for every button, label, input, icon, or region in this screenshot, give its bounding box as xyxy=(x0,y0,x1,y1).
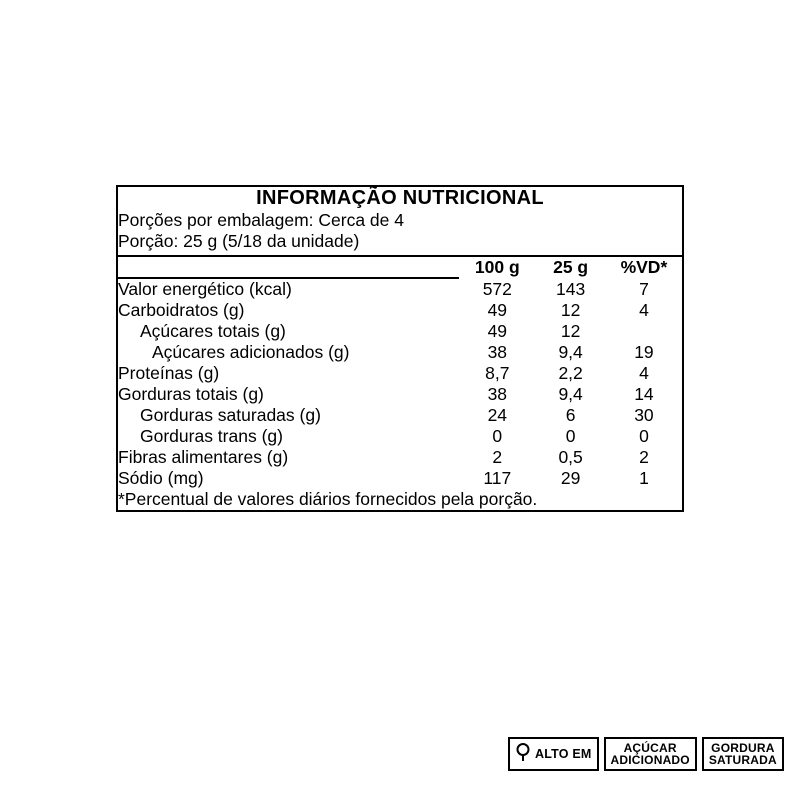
seal-gordura-line1: GORDURA xyxy=(711,740,775,755)
nutrient-value-100g: 49 xyxy=(487,321,508,341)
column-header-nutrient xyxy=(118,256,459,278)
nutrient-value-portion: 6 xyxy=(565,405,576,425)
nutrition-table xyxy=(118,187,682,510)
seal-gordura-line2: SATURADA xyxy=(708,753,777,767)
nutrient-label: Sódio (mg) xyxy=(118,468,204,488)
nutrient-value-portion: 143 xyxy=(556,278,586,299)
column-header-row xyxy=(118,256,682,278)
nutrient-value-100g: 0 xyxy=(492,426,503,446)
nutrient-value-portion: 9,4 xyxy=(558,342,583,362)
nutrient-label: Valor energético (kcal) xyxy=(118,279,292,299)
nutrient-label: Açúcares totais (g) xyxy=(140,321,286,341)
nutrient-label: Proteínas (g) xyxy=(118,363,220,383)
footnote-text: *Percentual de valores diários fornecidos pela porção. xyxy=(118,489,538,509)
warning-seals-group xyxy=(508,737,784,771)
nutrient-label: Açúcares adicionados (g) xyxy=(152,342,350,362)
table-row xyxy=(118,321,682,342)
nutrient-value-portion: 12 xyxy=(560,321,581,341)
nutrient-label: Carboidratos (g) xyxy=(118,300,245,320)
nutrient-value-100g: 24 xyxy=(487,405,508,425)
nutrient-value-portion: 29 xyxy=(560,468,581,488)
nutrient-value-vd: 2 xyxy=(639,447,649,467)
column-header-vd: %VD* xyxy=(620,257,668,277)
table-row xyxy=(118,342,682,363)
seal-acucar-adicionado xyxy=(604,737,697,771)
nutrient-value-vd: 19 xyxy=(634,342,654,362)
seal-alto-em xyxy=(508,737,599,771)
portion-text: Porção: 25 g (5/18 da unidade) xyxy=(118,231,682,256)
table-row xyxy=(118,300,682,321)
nutrient-value-vd: 1 xyxy=(639,468,649,488)
nutrient-label: Gorduras saturadas (g) xyxy=(140,405,321,425)
table-row xyxy=(118,447,682,468)
nutrient-value-vd: 7 xyxy=(639,278,649,299)
nutrition-title-row xyxy=(118,187,682,210)
nutrient-value-vd: 0 xyxy=(639,426,649,446)
table-row xyxy=(118,405,682,426)
nutrient-value-portion: 12 xyxy=(560,300,581,320)
table-row xyxy=(118,384,682,405)
nutrient-value-portion: 2,2 xyxy=(558,363,583,383)
table-row xyxy=(118,426,682,447)
nutrient-value-100g: 38 xyxy=(487,342,508,362)
nutrient-value-100g: 117 xyxy=(483,468,512,488)
nutrient-value-vd: 14 xyxy=(634,384,654,404)
column-header-100g: 100 g xyxy=(474,257,520,277)
nutrient-value-100g: 49 xyxy=(487,300,508,320)
nutrient-value-portion: 9,4 xyxy=(558,384,583,404)
nutrient-value-vd: 4 xyxy=(639,363,649,383)
nutrition-title: INFORMAÇÃO NUTRICIONAL xyxy=(256,187,544,209)
nutrient-value-100g: 2 xyxy=(492,447,503,467)
magnifier-icon xyxy=(515,742,531,767)
nutrition-table-body xyxy=(118,187,682,510)
nutrient-label: Gorduras totais (g) xyxy=(118,384,264,404)
table-row xyxy=(118,278,682,300)
column-header-portion: 25 g xyxy=(553,257,589,277)
seal-acucar-line2: ADICIONADO xyxy=(610,753,690,767)
nutrient-value-100g: 572 xyxy=(482,278,512,299)
servings-text: Porções por embalagem: Cerca de 4 xyxy=(118,210,404,230)
nutrient-label: Gorduras trans (g) xyxy=(140,426,283,446)
seal-gordura-saturada xyxy=(702,737,784,771)
nutrition-facts-panel xyxy=(116,185,684,512)
nutrient-label: Fibras alimentares (g) xyxy=(118,447,289,467)
nutrient-value-vd: 30 xyxy=(634,405,654,425)
nutrient-value-100g: 8,7 xyxy=(485,363,510,383)
servings-row xyxy=(118,210,682,231)
nutrient-value-100g: 38 xyxy=(487,384,508,404)
nutrient-value-portion: 0,5 xyxy=(558,447,583,467)
footnote-row xyxy=(118,489,682,510)
nutrient-value-portion: 0 xyxy=(565,426,576,446)
table-row xyxy=(118,468,682,489)
nutrient-value-vd xyxy=(606,321,682,342)
portion-row xyxy=(118,231,682,256)
table-row xyxy=(118,363,682,384)
seal-acucar-line1: AÇÚCAR xyxy=(623,740,677,755)
seal-alto-em-label: ALTO EM xyxy=(535,746,592,761)
nutrient-value-vd: 4 xyxy=(639,300,649,320)
